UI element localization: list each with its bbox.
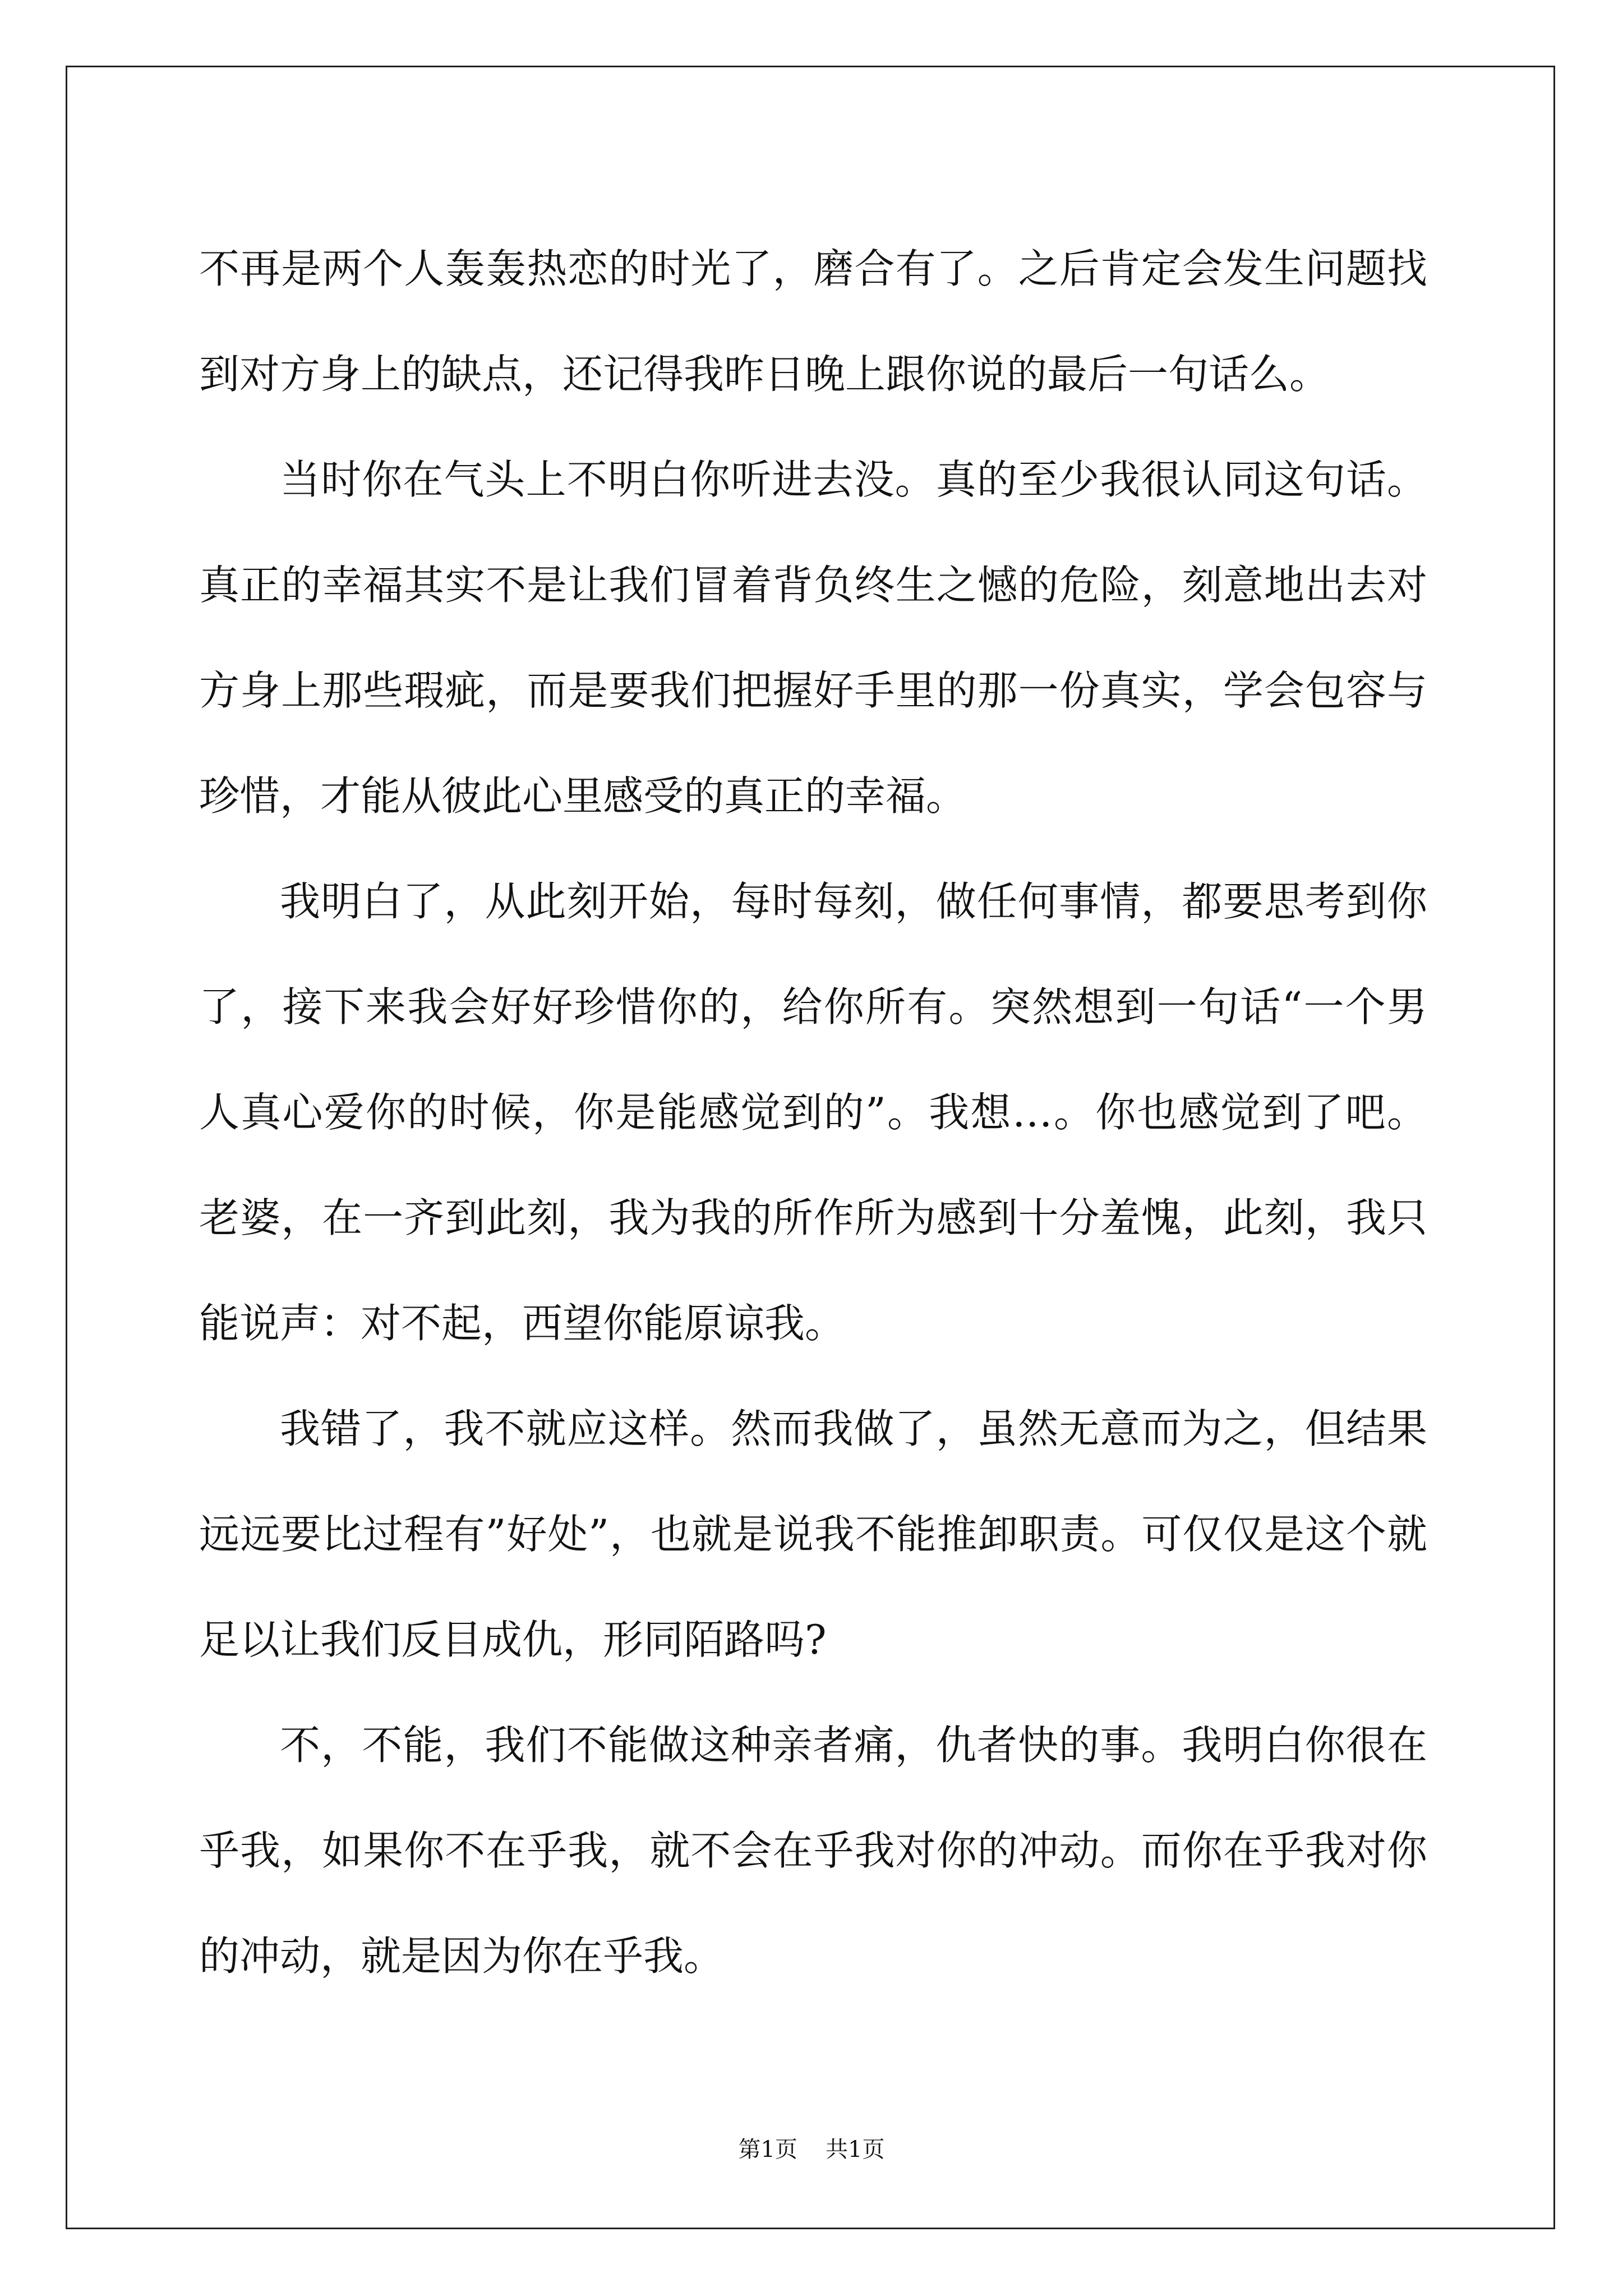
page-number: 第1页 [738, 2137, 797, 2162]
paragraph-3: 我明白了，从此刻开始，每时每刻，做任何事情，都要思考到你了，接下来我会好好珍惜你的，给你所有。突然想到一句话“一个男人真心爱你的时候，你是能感觉到的”。我想…。你也感觉到了吧。老婆，在一齐到此刻，我为我的所作所为感到十分羞愧，此刻，我只能说声：对不起，西望你能原谅我。 [199, 878, 1427, 1347]
document-body [199, 216, 1427, 2009]
paragraph-5: 不，不能，我们不能做这种亲者痛，仇者快的事。我明白你很在乎我，如果你不在乎我，就不会在乎我对你的冲动。而你在乎我对你的冲动，就是因为你在乎我。 [199, 1722, 1427, 1980]
paragraph-2: 当时你在气头上不明白你听进去没。真的至少我很认同这句话。真正的幸福其实不是让我们冒着背负终生之憾的危险，刻意地出去对方身上那些瑕疵，而是要我们把握好手里的那一份真实，学会包容与珍惜，才能从彼此心里感受的真正的幸福。 [199, 456, 1427, 820]
paragraph-4: 我错了，我不就应这样。然而我做了，虽然无意而为之，但结果远远要比过程有”好处”，也就是说我不能推卸职责。可仅仅是这个就足以让我们反目成仇，形同陌路吗? [199, 1405, 1427, 1663]
page-footer [0, 2132, 1623, 2164]
paragraph-1: 不再是两个人轰轰热恋的时光了，磨合有了。之后肯定会发生问题找到对方身上的缺点，还记得我昨日晚上跟你说的最后一句话么。 [199, 245, 1427, 398]
page-total: 共1页 [826, 2137, 885, 2162]
